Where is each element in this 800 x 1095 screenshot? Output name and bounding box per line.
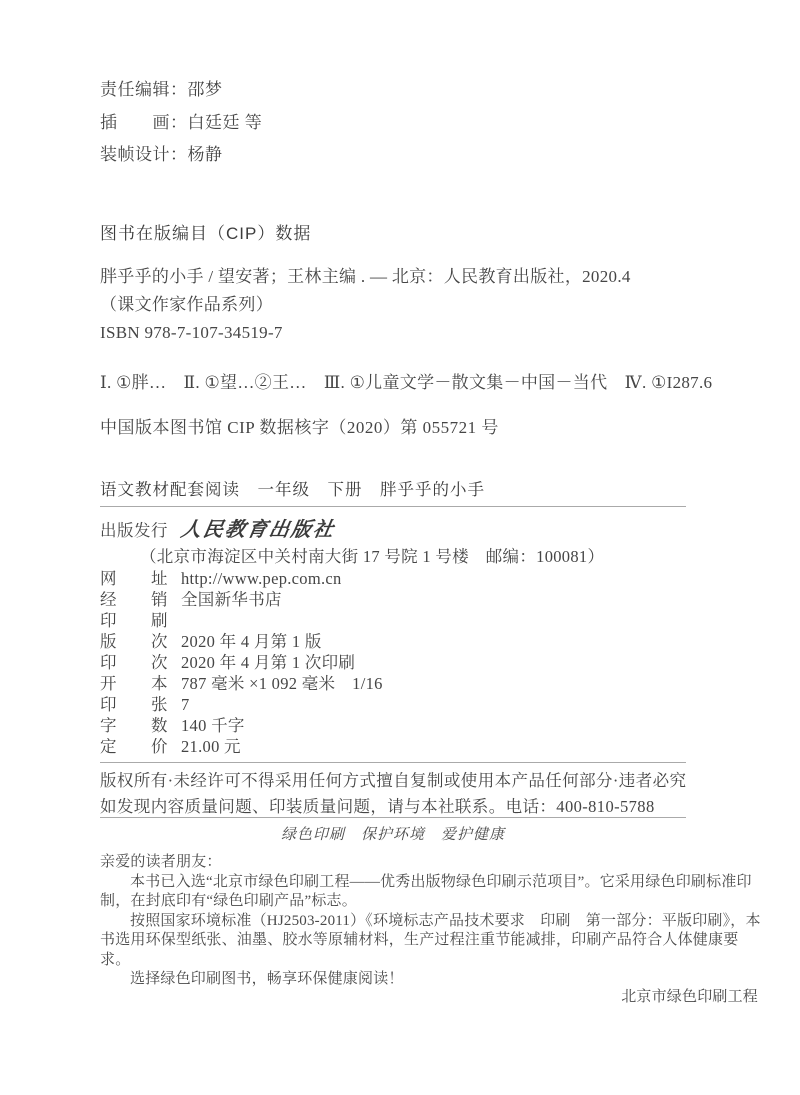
cip-title-line: 胖乎乎的小手 / 望安著；王林主编 . — 北京：人民教育出版社，2020.4 — [100, 267, 631, 286]
credit-value: 白廷廷 等 — [187, 112, 263, 132]
pub-row-distribution — [100, 589, 604, 610]
pub-row-label: 印 次 — [100, 653, 168, 672]
pub-row-label: 版 次 — [100, 632, 168, 651]
credit-line-illustrator — [100, 107, 262, 140]
pub-row-label: 经 销 — [100, 590, 168, 609]
notice-greeting: 亲爱的读者朋友： — [100, 854, 222, 870]
notice-signature: 北京市绿色印刷工程 — [621, 988, 758, 1005]
publisher-row — [100, 516, 604, 545]
copyright-line1: 版权所有·未经许可不得采用任何方式擅自复制或使用本产品任何部分·违者必究 — [100, 771, 687, 790]
pub-row-value: 全国新华书店 — [181, 590, 282, 609]
pub-row-value: 2020 年 4 月第 1 次印刷 — [181, 653, 356, 672]
pub-row-sheets — [100, 694, 604, 715]
credit-value: 杨静 — [187, 145, 223, 164]
divider-rule-middle — [100, 762, 686, 763]
pub-row-edition — [100, 631, 604, 652]
pub-row-value: http://www.pep.com.cn — [181, 569, 342, 588]
credit-label: 装帧设计： — [100, 145, 188, 164]
cip-record-number: 中国版本图书馆 CIP 数据核字（2020）第 055721 号 — [100, 418, 499, 437]
divider-rule-top — [100, 506, 686, 507]
pub-row-label: 开 本 — [100, 674, 168, 693]
credit-label: 责任编辑： — [100, 80, 188, 99]
publisher-logo: 人民教育出版社 — [179, 519, 338, 541]
pub-row-website — [100, 568, 604, 589]
pub-row-label: 字 数 — [100, 716, 168, 735]
cip-body — [100, 263, 631, 347]
pub-row-label: 印 张 — [100, 695, 168, 714]
publication-info — [100, 516, 604, 757]
credit-label: 插 画： — [100, 112, 188, 132]
notice-paragraph: 选择绿色印刷图书，畅享环保健康阅读！ — [130, 971, 404, 987]
cip-isbn: ISBN 978-7-107-34519-7 — [100, 323, 283, 342]
pub-row-value: 140 千字 — [181, 716, 245, 735]
notice-paragraph: 按照国家环境标准（HJ2503-2011）《环境标志产品技术要求 印刷 第一部分：平版印刷》，本书选用环保型纸张、油墨、胶水等原辅材料，生产过程注重节能减排，印刷产品符合人体健康要求。 — [100, 912, 761, 968]
green-printing-slogan: 绿色印刷 保护环境 爱护健康 — [280, 827, 505, 843]
credit-line-designer — [100, 139, 262, 172]
series-title-line: 语文教材配套阅读 一年级 下册 胖乎乎的小手 — [100, 481, 485, 499]
pub-row-value: 21.00 元 — [181, 737, 241, 756]
pub-row-printing — [100, 610, 604, 631]
divider-rule-bottom — [100, 817, 686, 818]
credit-value: 邵梦 — [187, 80, 223, 99]
pub-row-label: 印 刷 — [100, 611, 168, 630]
staff-credits — [100, 74, 262, 172]
credit-line-editor — [100, 74, 262, 107]
pub-row-label: 定 价 — [100, 737, 168, 756]
publisher-label: 出版发行 — [100, 521, 168, 540]
pub-row-price — [100, 736, 604, 757]
pub-row-value: 2020 年 4 月第 1 版 — [181, 632, 322, 651]
cip-heading: 图书在版编目（CIP）数据 — [100, 224, 312, 243]
reader-notice — [100, 853, 768, 1007]
notice-paragraph: 本书已入选“北京市绿色印刷工程——优秀出版物绿色印刷示范项目”。它采用绿色印刷标准印制，在封底印有“绿色印刷产品”标志。 — [100, 873, 752, 909]
cip-classification: Ⅰ. ①胖… Ⅱ. ①望…②王… Ⅲ. ①儿童文学－散文集－中国－当代 Ⅳ. ①I287.6 — [100, 373, 713, 392]
cip-series-note: （课文作家作品系列） — [100, 295, 273, 314]
pub-row-value: 787 毫米 ×1 092 毫米 1/16 — [181, 674, 383, 693]
pub-row-format — [100, 673, 604, 694]
copyright-statement — [100, 768, 686, 820]
pub-row-wordcount — [100, 715, 604, 736]
pub-row-value: 7 — [181, 695, 190, 714]
copyright-line2: 如发现内容质量问题、印装质量问题，请与本社联系。电话：400-810-5788 — [100, 797, 655, 816]
pub-row-label: 网 址 — [100, 569, 168, 588]
pub-row-impression — [100, 652, 604, 673]
publisher-address: （北京市海淀区中关村南大街 17 号院 1 号楼 邮编：100081） — [140, 547, 605, 566]
